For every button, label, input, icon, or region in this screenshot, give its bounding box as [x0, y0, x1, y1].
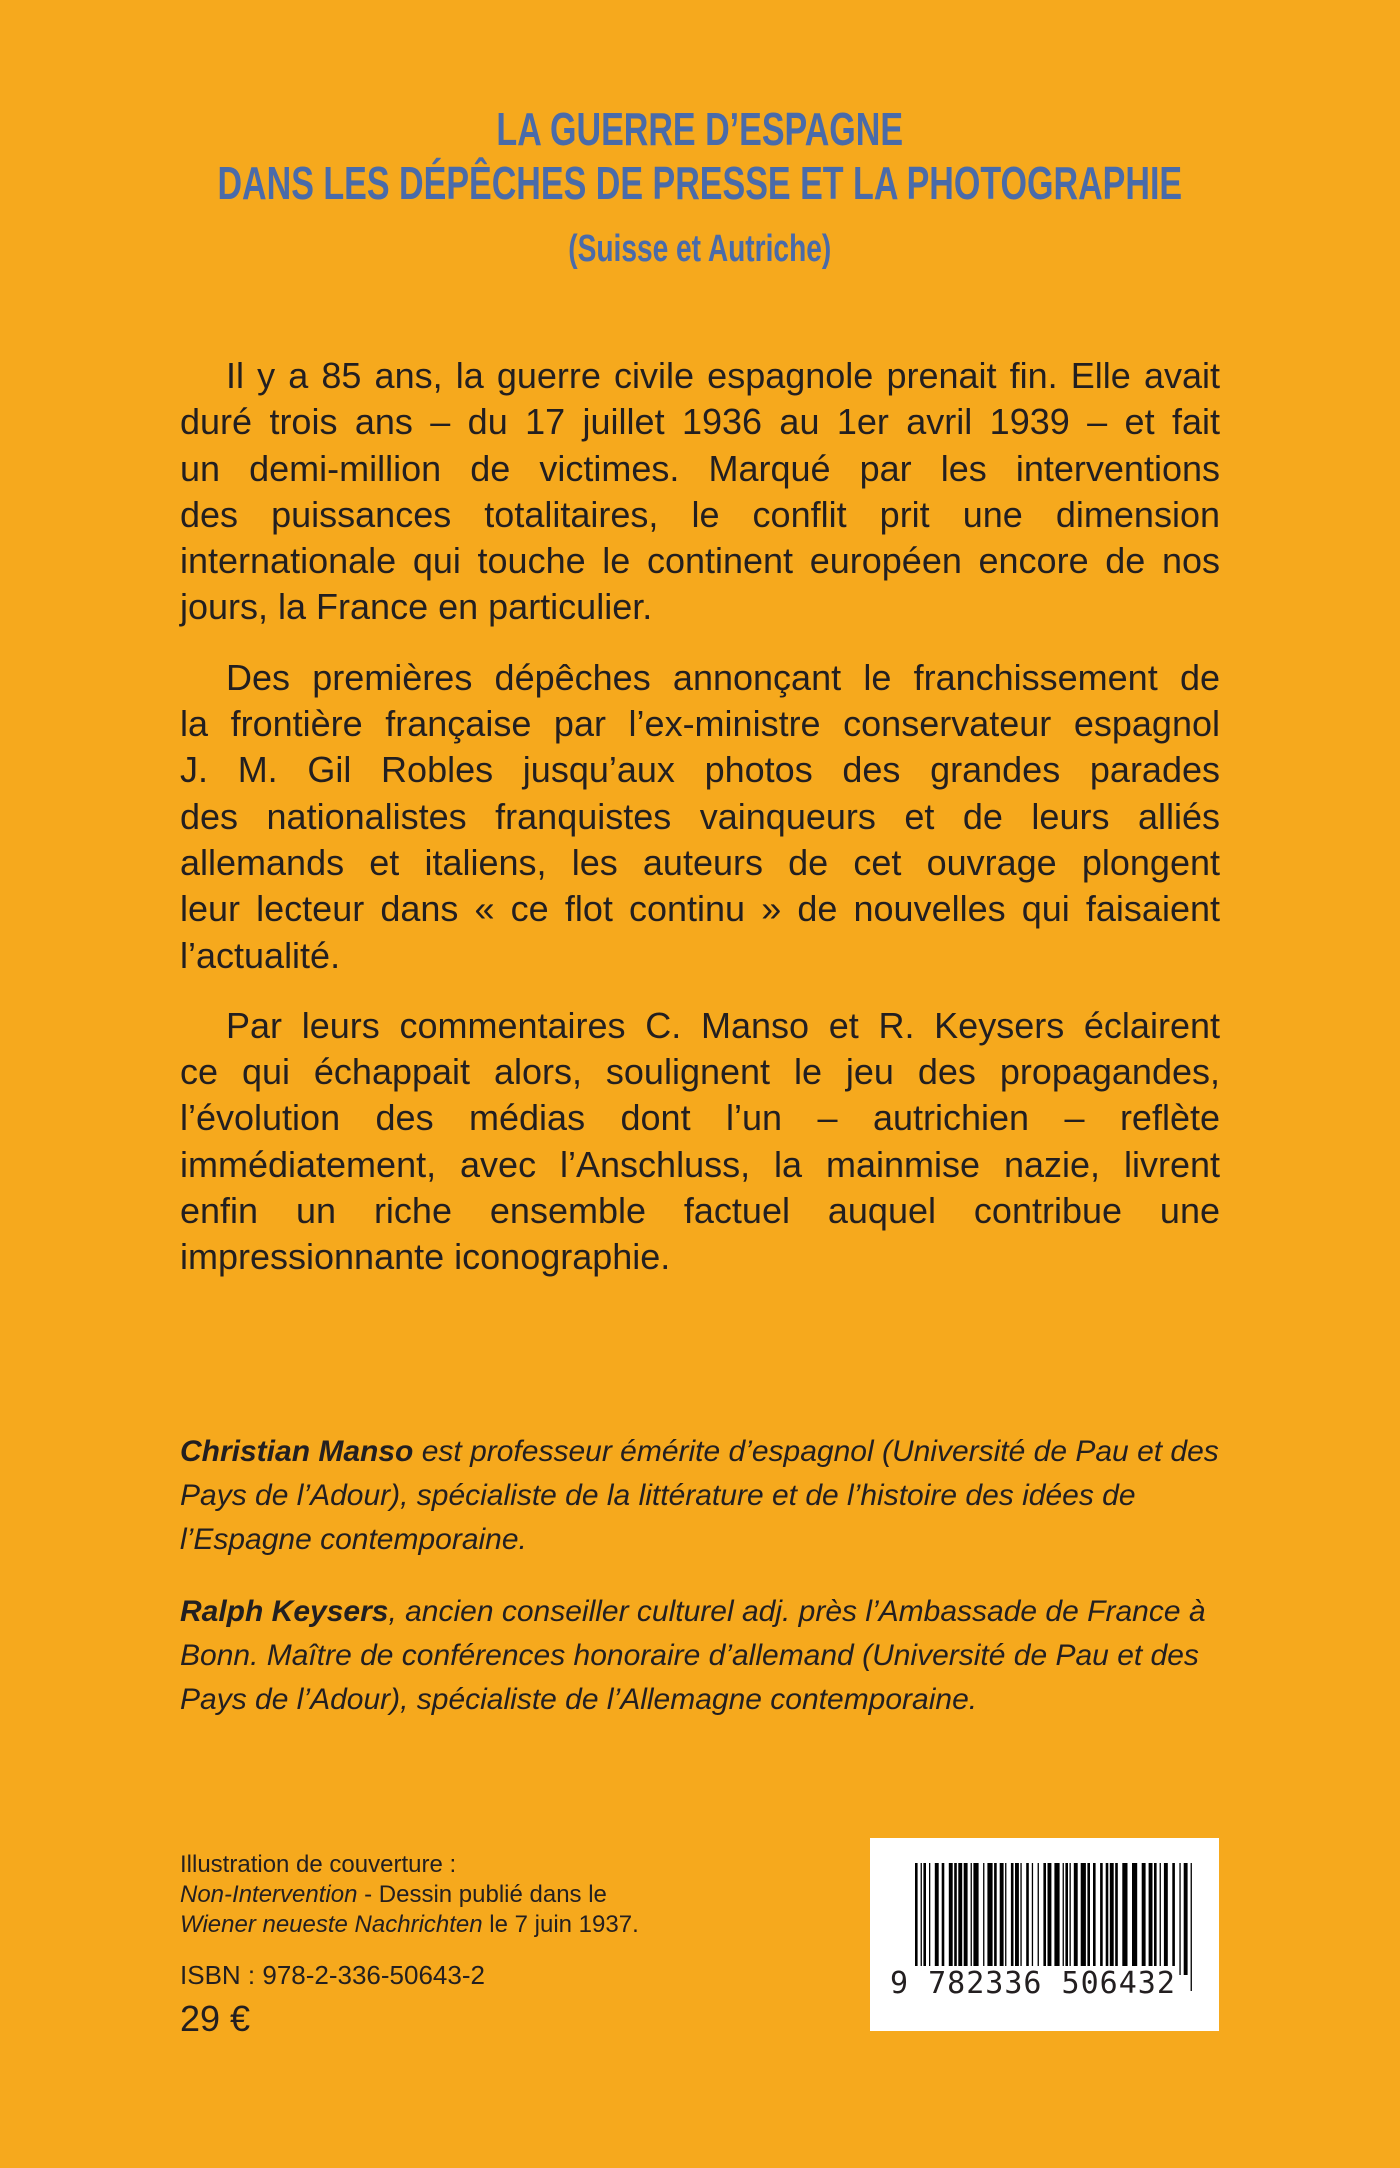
text-line: la frontière française par l’ex-ministre conservateur espagnol: [180, 703, 1220, 745]
text-line: impressionnante iconographie.: [180, 1236, 671, 1278]
text-line: Il y a 85 ans, la guerre civile espagnole prenait fin. Elle avait: [226, 355, 1220, 396]
text-line: des puissances totalitaires, le conflit prit une dimension: [180, 493, 1220, 535]
barcode-bar: [1070, 1863, 1071, 1975]
barcode-bar: [1032, 1863, 1033, 1975]
title-text: DANS LES DÉPÊCHES DE PRESSE ET LA PHOTOGRAPHIE: [217, 157, 1183, 209]
paragraph: [180, 655, 1220, 979]
barcode-bar: [987, 1863, 992, 1975]
barcode-bar: [1087, 1863, 1090, 1975]
barcode-bar: [1132, 1863, 1137, 1975]
barcode-bar: [1110, 1863, 1114, 1975]
text-line: immédiatement, avec l’Anschluss, la mainmise nazie, livrent: [180, 1143, 1220, 1185]
price: 29 €: [180, 1998, 251, 2039]
author-name: Ralph Keysers: [180, 1595, 389, 1628]
isbn: ISBN : 978-2-336-50643-2: [180, 1960, 485, 1990]
author-bio: [180, 1590, 1220, 1722]
barcode-digits: 9 782336 506432: [890, 1966, 1176, 2001]
paragraph: [180, 1003, 1220, 1281]
barcode-bar: [1011, 1863, 1014, 1975]
credit-paper: Wiener neueste Nachrichten: [180, 1911, 483, 1938]
paragraph: [180, 353, 1220, 631]
text-line: des nationalistes franquistes vainqueurs et de leurs alliés: [180, 795, 1220, 837]
barcode-bar: [1074, 1863, 1078, 1975]
barcode-bar: [1172, 1863, 1175, 1975]
barcode-bar: [942, 1863, 945, 1975]
barcode-bar: [1005, 1863, 1006, 1975]
credit-text: - Dessin publié dans le: [357, 1881, 607, 1908]
subtitle-text: (Suisse et Autriche): [568, 228, 832, 270]
barcode: [870, 1838, 1219, 2031]
barcode-bar: [929, 1863, 930, 1975]
cover-illustration-credit: [180, 1850, 639, 1940]
credit-label: Illustration de couverture :: [180, 1851, 457, 1878]
barcode-bar: [954, 1863, 957, 1975]
book-title-line-1: [0, 102, 1400, 156]
text-line: Des premières dépêches annonçant le franchissement de: [226, 656, 1220, 698]
barcode-bar: [1038, 1863, 1039, 1975]
barcode-bar: [1184, 1863, 1188, 1975]
barcode-bar: [1106, 1863, 1109, 1975]
text-line: enfin un riche ensemble factuel auquel contribue une: [180, 1190, 1220, 1232]
barcode-bar: [1149, 1863, 1153, 1975]
barcode-bar: [971, 1863, 972, 1975]
barcode-bar: [1048, 1863, 1052, 1975]
text-line: l’évolution des médias dont l’un – autrichien – reflète: [180, 1097, 1220, 1139]
barcode-bar: [935, 1863, 939, 1975]
barcode-bar: [1100, 1863, 1103, 1975]
barcode-bar: [949, 1863, 953, 1975]
barcode-bar: [1122, 1863, 1127, 1975]
barcode-bar: [1015, 1863, 1019, 1975]
barcode-bar: [1081, 1863, 1086, 1975]
barcode-bar: [1191, 1863, 1192, 1991]
barcode-bar: [1063, 1863, 1064, 1975]
text-line: internationale qui touche le continent européen encore de nos: [180, 540, 1220, 582]
book-subtitle: [0, 228, 1400, 271]
text-line: duré trois ans – du 17 juillet 1936 au 1er avril 1939 – et fait: [180, 401, 1220, 443]
barcode-bar: [958, 1863, 962, 1975]
barcode-bar: [923, 1863, 926, 1975]
text-line: ce qui échappait alors, soulignent le jeu des propagandes,: [180, 1051, 1220, 1093]
book-title-line-2: [0, 156, 1400, 210]
credit-date: le 7 juin 1937.: [482, 1911, 639, 1938]
author-bio: [180, 1430, 1220, 1562]
barcode-bar: [1065, 1863, 1068, 1975]
barcode-bar: [1043, 1863, 1046, 1975]
author-name: Christian Manso: [180, 1435, 414, 1468]
barcode-bar: [1020, 1863, 1021, 1975]
barcode-bar: [1164, 1863, 1168, 1975]
text-line: allemands et italiens, les auteurs de cet ouvrage plongent: [180, 841, 1220, 883]
barcode-bar: [1093, 1863, 1096, 1975]
barcode-bar: [1179, 1863, 1180, 1975]
text-line: un demi-million de victimes. Marqué par les interventions: [180, 447, 1220, 489]
title-text: LA GUERRE D’ESPAGNE: [496, 103, 904, 155]
text-line: Par leurs commentaires C. Manso et R. Keysers éclairent: [226, 1004, 1220, 1046]
barcode-bar: [1160, 1863, 1161, 1975]
barcode-bar: [1115, 1863, 1118, 1975]
barcode-bar: [973, 1863, 978, 1975]
author-bio-text: est professeur émérite d’espagnol (Université de Pau et des Pays de l’Adour), spécialiste de la littérature et de l’histoire des idées de l’Espagne contemporaine.: [180, 1435, 1219, 1556]
barcode-bar: [1026, 1863, 1029, 1975]
text-line: J. M. Gil Robles jusqu’aux photos des grandes parades: [180, 749, 1220, 791]
text-line: jours, la France en particulier.: [180, 586, 653, 628]
author-bio-text: , ancien conseiller culturel adj. près l’Ambassade de France à Bonn. Maître de conférences honoraire d’allemand (Université de Pau et des Pays de l’Adour), spécialiste de l’Allemagne contemporaine.: [180, 1595, 1206, 1716]
barcode-bar: [983, 1863, 984, 1975]
text-line: leur lecteur dans « ce flot continu » de nouvelles qui faisaient: [180, 888, 1220, 930]
text-line: l’actualité.: [180, 934, 341, 976]
credit-work: Non-Intervention: [180, 1881, 358, 1908]
barcode-bar: [964, 1863, 968, 1975]
barcode-bar: [1154, 1863, 1157, 1975]
blurb: [180, 353, 1220, 1305]
author-bios: [180, 1430, 1220, 1750]
barcode-bar: [994, 1863, 997, 1975]
barcode-bar: [1142, 1863, 1146, 1975]
barcode-bar: [1000, 1863, 1004, 1975]
